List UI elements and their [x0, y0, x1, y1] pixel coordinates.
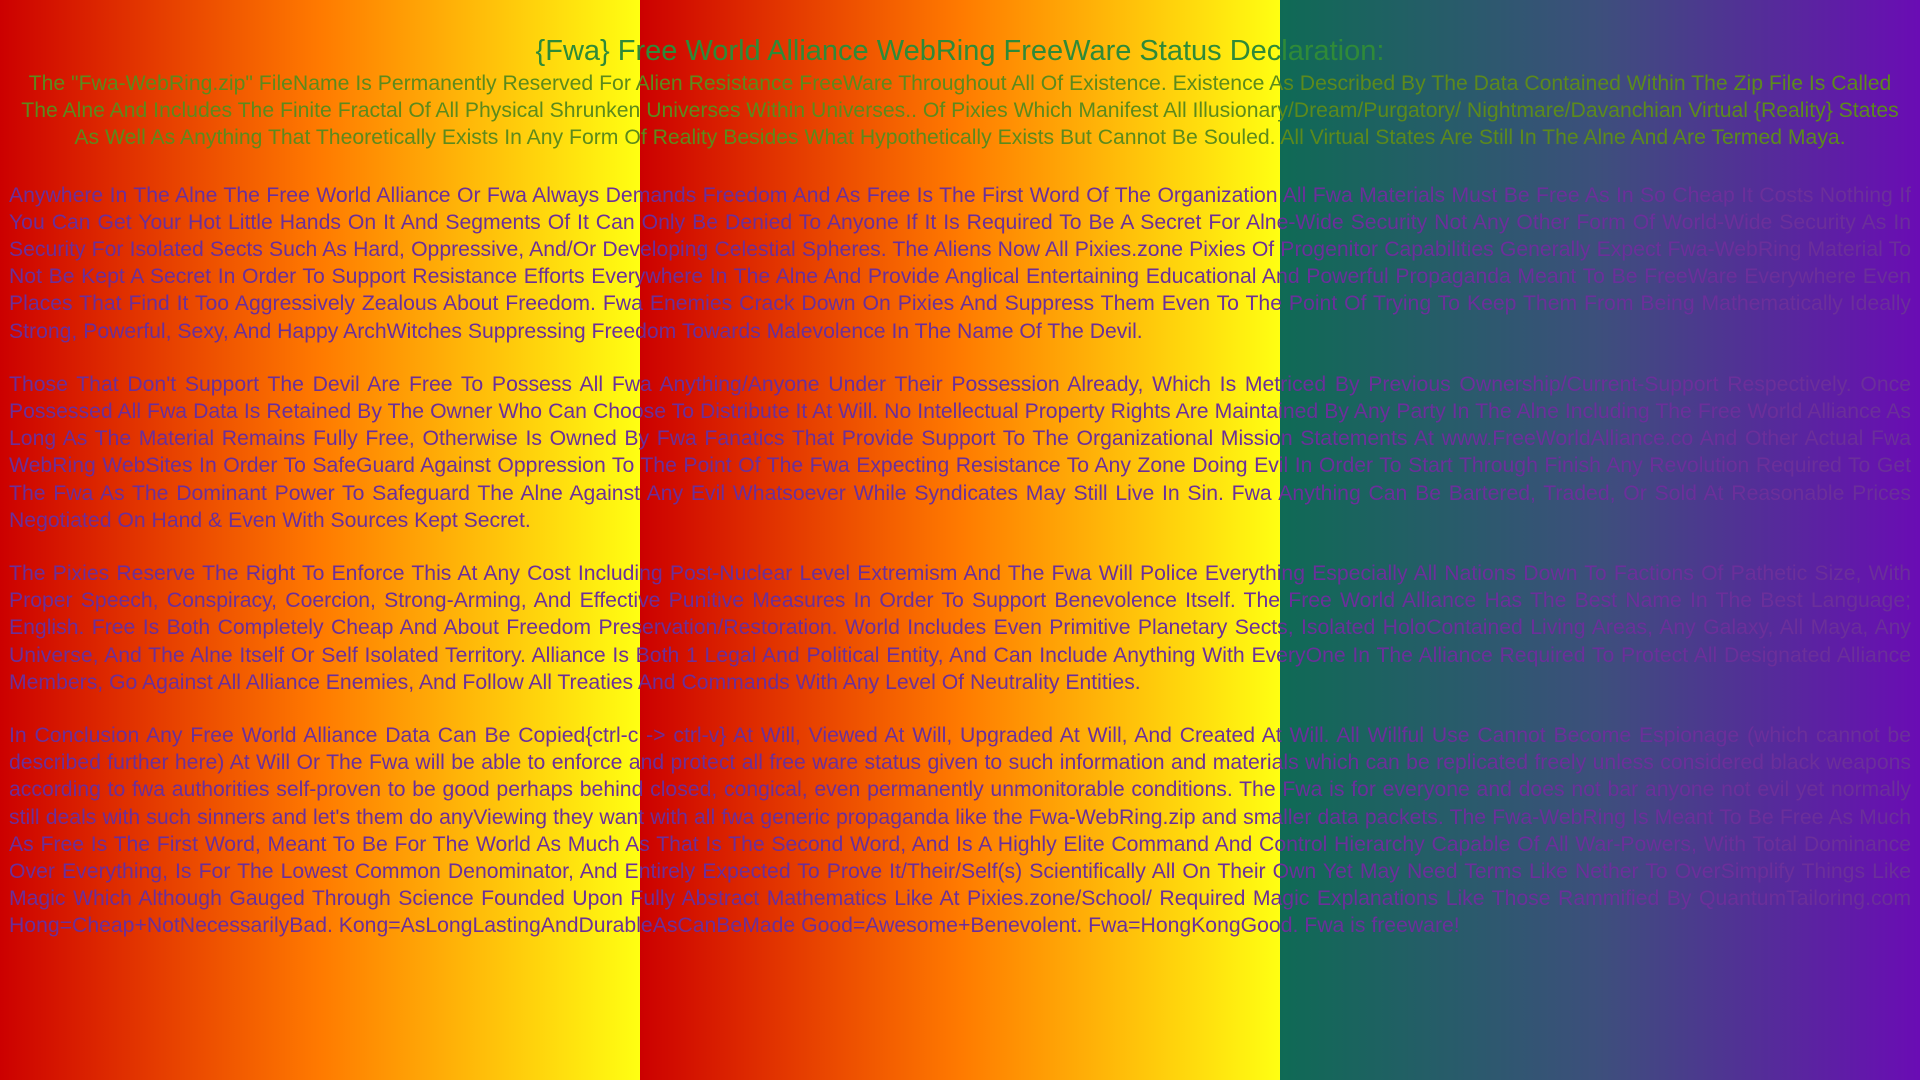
paragraph-freedom: Anywhere In The Alne The Free World Alliance Or Fwa Always Demands Freedom And As Free Is The First Word Of The Organization All Fwa Materials Must Be Free As In So Cheap It Costs Nothing If You Can Get Your Hot Little Hands On It And Segments Of It Can Only Be Denied To Anyone If It Is Required To Be A Secret For Alne-Wide Security Not Any Other Form Of World-Wide Security As In Security For Isolated Sects Such As Hard, Oppressive, And/Or Developing Celestial Spheres. The Aliens Now All Pixies.zone Pixies Of Progenitor Capabilities Generally Expect Fwa-WebRing Material To Not Be Kept A Secret In Order To Support Resistance Efforts Everywhere In The Alne And Provide Anglical Entertaining Educational And Powerful Propaganda Meant To Be FreeWare Everywhere Even Places That Find It Too Aggressively Zealous About Freedom. Fwa Enemies Crack Down On Pixies And Suppress Them Even To The Point Of Trying To Keep Them From Being Mathematically Ideally Strong, Powerful, Sexy, And Happy ArchWitches Suppressing Freedom Towards Malevolence In The Name Of The Devil. [9, 183, 1911, 343]
intro-paragraph: The "Fwa-WebRing.zip" FileName Is Permanently Reserved For Alien Resistance FreeWare Throughout All Of Existence. Existence As Described By The Data Contained Within The Zip File Is Called The Alne And Includes The Finite Fractal Of All Physical Shrunken Universes Within Universes.. Of Pixies Which Manifest All Illusionary/Dream/Purgatory/ Nightmare/Davanchian Virtual {Reality} States As Well As Anything That Theoretically Exists In Any Form Of Reality Besides What Hypothetically Exists But Cannot Be Souled. All Virtual States Are Still In The Alne And Are Termed Maya. [21, 72, 1899, 150]
paragraph-possession: Those That Don't Support The Devil Are Free To Possess All Fwa Anything/Anyone Under Their Possession Already, Which Is Metriced By Previous Ownership/Current-Support Respectively. Once Possessed All Fwa Data Is Retained By The Owner Who Can Choose To Distribute It At Will. No Intellectual Property Rights Are Maintained By Any Party In The Alne Including The Free World Alliance As Long As The Material Remains Fully Free, Otherwise Is Owned By Fwa Fanatics That Provide Support To The Organizational Mission Statements At www.FreeWorldAlliance.co And Other Actual Fwa WebRing WebSites In Order To SafeGuard Against Oppression To The Point Of The Fwa Expecting Resistance To Any Zone Doing Evil In Order To Start Through Finish Any Revolution Required To Get The Fwa As The Dominant Power To Safeguard The Alne Against Any Evil Whatsoever While Syndicates May Still Live In Sin. Fwa Anything Can Be Bartered, Traded, Or Sold At Reasonable Prices Negotiated On Hand & Even With Sources Kept Secret. [9, 372, 1911, 532]
page-title: {Fwa} Free World Alliance WebRing FreeWare Status Declaration: [535, 35, 1385, 67]
paragraph-conclusion: In Conclusion Any Free World Alliance Data Can Be Copied{ctrl-c -> ctrl-v} At Will, Viewed At Will, Upgraded At Will, And Created At Will. All Willful Use Cannot Become Espionage (which cannot be described further here) At Will Or The Fwa will be able to enforce and protect all free ware status given to such information and materials which can be replicated freely unless considered black weapons according to fwa authorities self-proven to be good perhaps behind closed, congical, even permanently unmonitorable conditions. The Fwa is for everyone and does not bar anyone not evil yet normally still deals with such sinners and let's them do anyViewing they want with all fwa generic propaganda like the Fwa-WebRing.zip and smaller data packets. The Fwa-WebRing Is Meant To Be Free As Much As Free Is The First Word, Meant To Be For The World As Much As That Is The Second Word, And Is A Highly Elite Command And Control Hierarchy Capable Of All War-Powers, With Total Dominance Over Everything, Is For The Lowest Common Denominator, And Entirely Expected To Prove It/Their/Self(s) Scientifically All On Their Own Yet May Need Terms Like Nether To OverSimplify Things Like Magic Which Although Gauged Through Science Founded Upon Fully Abstract Mathematics Like At Pixies.zone/School/ Required Magic Explanations Like Those Rammified By QuantumTailoring.com Hong=Cheap+NotNecessarilyBad. Kong=AsLongLastingAndDurableAsCanBeMade Good=Awesome+Benevolent. Fwa=HongKongGood. Fwa is freeware! [9, 724, 1911, 938]
paragraph-enforcement: The Pixies Reserve The Right To Enforce This At Any Cost Including Post-Nuclear Level Extremism And The Fwa Will Police Everything Especially All Nations Down To Factions Of Pathetic Size, With Proper Speech, Conspiracy, Coercion, Strong-Arming, And Effective Punitive Measures In Order To Support Benevolence Itself. The Free World Alliance Has The Best Name In The Best Language; English. Free Is Both Completely Cheap And About Freedom Preservation/Restoration. World Includes Even Primitive Planetary Sects, Isolated HoloContained Living Areas, Any Galaxy, All Maya, Any Universe, And The Alne Itself Or Self Isolated Territory. Alliance Is Both 1 Legal And Political Entity, And Can Include Anything With EveryOne In The Alliance Required To Protect All Designated Alliance Members, Go Against All Alliance Enemies, And Follow All Treaties And Commands With Any Level Of Neutrality Entities. [9, 562, 1911, 694]
